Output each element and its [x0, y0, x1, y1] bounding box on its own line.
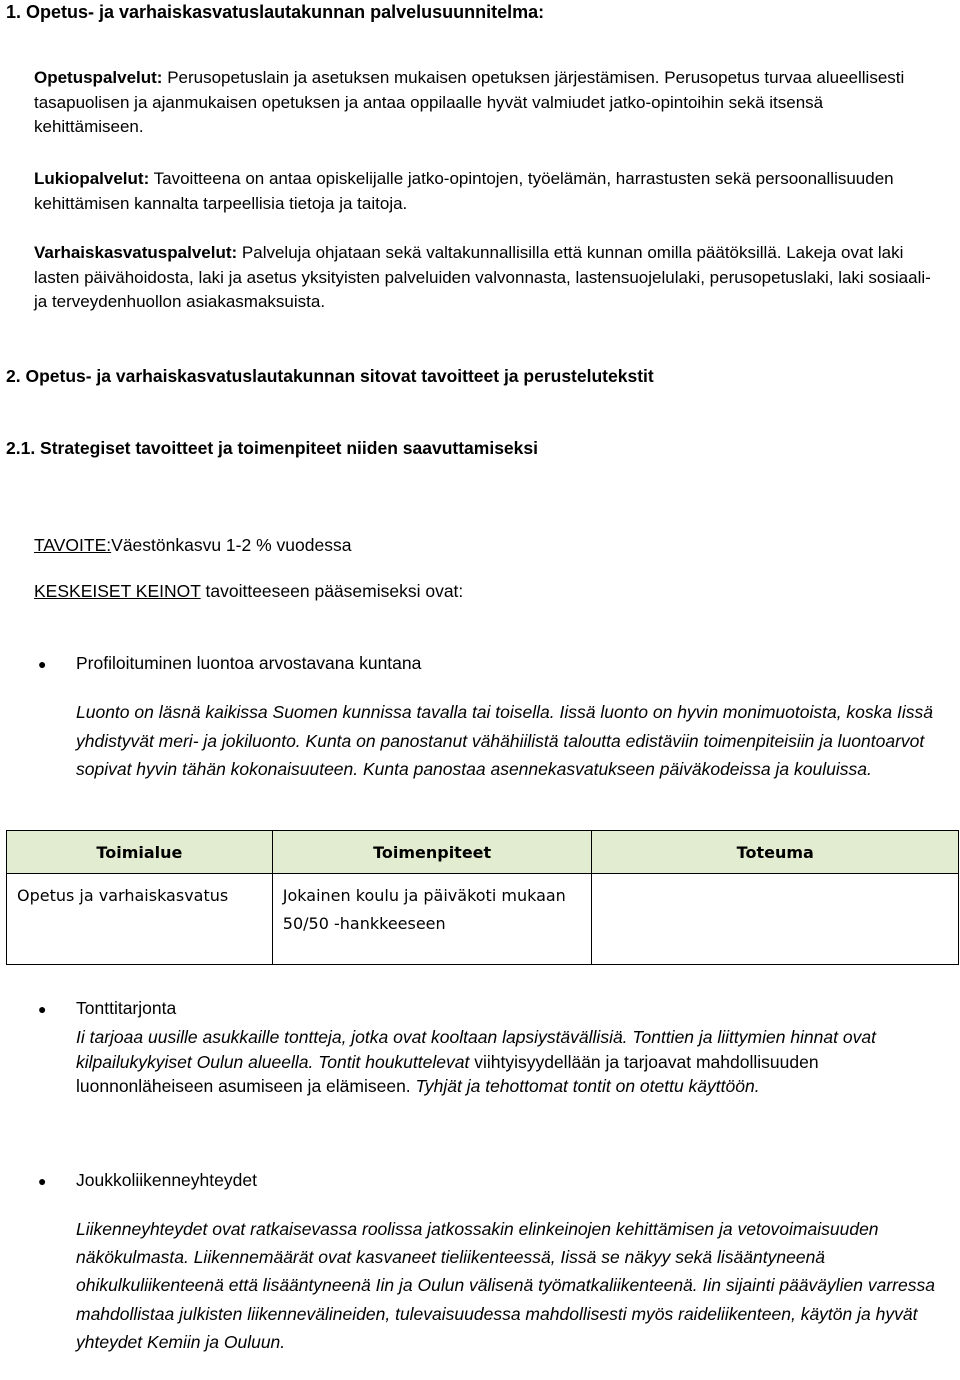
table-row — [7, 874, 959, 965]
item-text-joukkoliikenne: Liikenneyhteydet ovat ratkaisevassa roolissa jatkossakin elinkeinojen kehittämisen ja vetovoimaisuuden näkökulmasta. Liikennemäärät ovat kasvaneet tieliikenteessä, Iissä se näkyy sekä lisääntyneenä ohikulkuliikenteenä että lisääntyneenä Iin ja Oulun välisenä työmatkaliikenteenä. Iin sijainti pääväylien varressa mahdollistaa julkisten liikennevälineiden, tulevaisuudessa mahdollisesti myös raideliikenteen, käytön ja hyvät yhteydet Kemiin ja Ouluun. — [76, 1219, 935, 1352]
bullet-icon: ● — [38, 656, 47, 672]
section-2-heading: 2. Opetus- ja varhaiskasvatuslautakunnan sitovat tavoitteet ja perustelutekstit — [6, 366, 654, 386]
service-text: Perusopetuslain ja asetuksen mukaisen opetuksen järjestämisen. Perusopetus turvaa alueellisesti tasapuolisen ja ajanmukaisen opetuksen ja antaa oppilaalle hyvät valmiudet jatko-opintoihin sekä itsensä kehittämiseen. — [34, 68, 905, 136]
cell-toimenpiteet: Jokainen koulu ja päiväkoti mukaan 50/50 -hankkeeseen — [272, 874, 592, 965]
table-header-row — [7, 831, 959, 874]
item-title-profiloituminen: Profiloituminen luontoa arvostavana kuntana — [76, 653, 422, 673]
service-label: Opetuspalvelut: — [34, 68, 163, 87]
text-italic-part: Ii tarjoaa uusille asukkaille tontteja, jotka ovat kooltaan lapsiystävällisiä. Tonttien ja liittymien hinnat ovat kilpailukykyiset Oulun alueella. Tontit houkuttelevat — [76, 1027, 876, 1072]
header-toimialue: Toimialue — [7, 831, 273, 874]
varhaiskasvatuspalvelut-paragraph — [34, 241, 934, 315]
means-text: tavoitteeseen pääsemiseksi ovat: — [200, 581, 464, 601]
service-label: Varhaiskasvatuspalvelut: — [34, 243, 238, 262]
item-text-profiloituminen: Luonto on läsnä kaikissa Suomen kunnissa tavalla tai toisella. Iissä luonto on hyvin monimuotoista, koska Iissä yhdistyvät meri- ja jokiluonto. Kunta on panostanut vähähiilistä taloutta edistäviin toimenpiteisiin ja luontoarvot sopivat hyvin tähän kokonaisuuteen. Kunta panostaa asennekasvatukseen päiväkodeissa ja kouluissa. — [76, 702, 933, 779]
service-text: Palveluja ohjataan sekä valtakunnallisilla että kunnan omilla päätöksillä. Lakeja ovat laki lasten päivähoidosta, laki ja asetus yksityisten palveluiden valvonnasta, lastensuojelulaki, perusopetuslaki, laki sosiaali- ja terveydenhuollon asiakasmaksuista. — [34, 243, 931, 311]
goal-text: Väestönkasvu 1-2 % vuodessa — [111, 535, 352, 555]
cell-toteuma — [592, 874, 959, 965]
item-title-joukkoliikenne: Joukkoliikenneyhteydet — [76, 1170, 257, 1190]
lukiopalvelut-paragraph — [34, 167, 934, 216]
means-label: KESKEISET KEINOT — [34, 581, 201, 601]
section-1-heading: 1. Opetus- ja varhaiskasvatuslautakunnan palvelusuunnitelma: — [6, 2, 545, 22]
service-label: Lukiopalvelut: — [34, 169, 150, 188]
item-text-tonttitarjonta — [76, 1025, 956, 1099]
bullet-icon: ● — [38, 1173, 47, 1189]
text-italic-part: Tyhjät ja tehottomat tontit on otettu käyttöön. — [410, 1076, 760, 1096]
cell-toimialue: Opetus ja varhaiskasvatus — [7, 874, 273, 965]
item-title-tonttitarjonta: Tonttitarjonta — [76, 998, 177, 1018]
goal-label: TAVOITE: — [34, 535, 112, 555]
service-text: Tavoitteena on antaa opiskelijalle jatko-opintojen, työelämän, harrastusten sekä persoonallisuuden kehittämisen kannalta tarpeellisia tietoja ja taitoja. — [34, 169, 894, 213]
measures-table — [6, 830, 959, 965]
header-toteuma: Toteuma — [592, 831, 959, 874]
header-toimenpiteet: Toimenpiteet — [272, 831, 592, 874]
goal-line — [34, 535, 351, 556]
text-plain-part: viihtyisyydellään ja tarjoavat mahdollisuuden luonnonläheiseen asumiseen ja elämiseen. — [76, 1051, 819, 1096]
section-2-1-heading: 2.1. Strategiset tavoitteet ja toimenpiteet niiden saavuttamiseksi — [6, 438, 538, 458]
means-line — [34, 581, 463, 602]
bullet-icon: ● — [38, 1001, 47, 1017]
opetuspalvelut-paragraph — [34, 66, 934, 140]
